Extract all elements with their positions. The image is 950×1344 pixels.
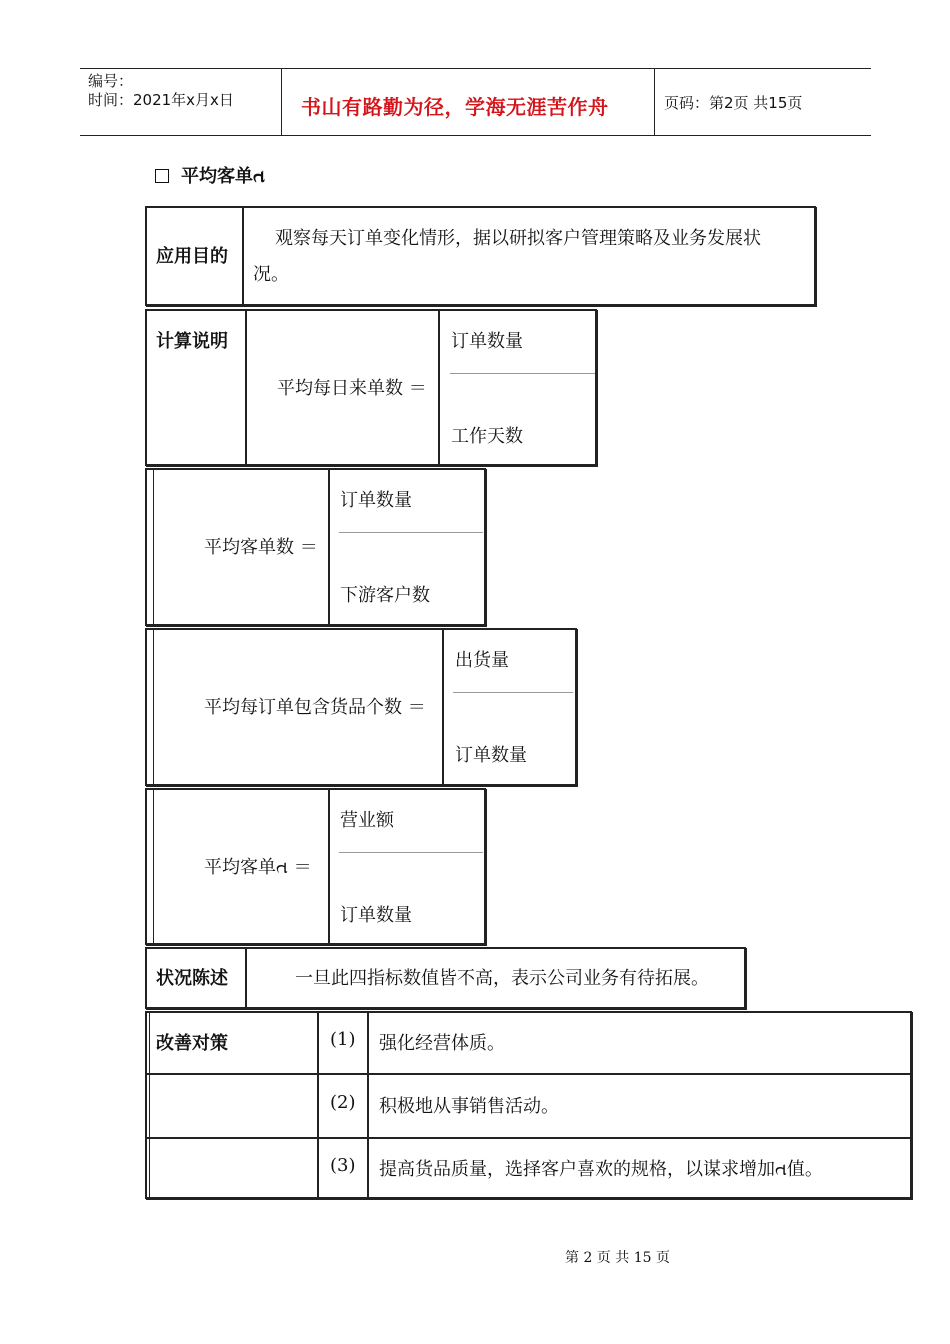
- footer-page-number: 第 2 页 共 15 页: [565, 1250, 670, 1266]
- calc-label: 计算说明: [156, 331, 228, 352]
- formula-2-inner-left-rule: [153, 470, 154, 624]
- measure-2-num: (2): [330, 1092, 356, 1113]
- header-divider-right: [654, 68, 655, 135]
- formula-box-1: [145, 309, 597, 466]
- formula-4-fraction-divider: [328, 790, 330, 943]
- page-number-label: 页码：第2页 共15页: [664, 94, 803, 112]
- formula-4-inner-left-rule: [153, 790, 154, 943]
- section-title: [155, 162, 265, 188]
- purpose-label: 应用目的: [156, 246, 228, 267]
- formula-3-denominator: 订单数量: [455, 745, 527, 766]
- formula-4-denominator: 订单数量: [340, 905, 412, 926]
- header-bottom-rule: [80, 135, 871, 136]
- header-top-rule: [80, 68, 871, 69]
- formula-1-lhs: 平均每日来单数 ＝: [277, 378, 427, 399]
- formula-1-numerator: 订单数量: [451, 331, 523, 352]
- measure-1-num: (1): [330, 1029, 356, 1050]
- purpose-text-line2: 况。: [253, 264, 289, 285]
- measure-3-text: 提高货品质量，选择客户喜欢的规格，以谋求增加ત值。: [379, 1159, 823, 1180]
- formula-3-fraction-bar: [453, 692, 573, 693]
- purpose-box: [145, 206, 816, 306]
- serial-label: 编号：: [88, 72, 134, 90]
- measure-1-text: 强化经营体质。: [379, 1033, 505, 1054]
- status-label: 状况陈述: [156, 968, 228, 989]
- section-title-text: 平均客单ત: [181, 166, 265, 187]
- header-divider-left: [281, 68, 282, 135]
- formula-1-denominator: 工作天数: [451, 426, 523, 447]
- formula-3-fraction-divider: [442, 630, 444, 784]
- status-box: [145, 947, 746, 1009]
- purpose-divider: [242, 208, 244, 304]
- status-text: 一旦此四指标数值皆不高，表示公司业务有待拓展。: [295, 968, 709, 989]
- checkbox-square-icon: [155, 169, 169, 183]
- measures-row-divider-1: [147, 1073, 910, 1075]
- formula-4-fraction-bar: [339, 852, 483, 853]
- measures-label: 改善对策: [156, 1033, 228, 1054]
- formula-1-fraction-divider: [438, 311, 440, 464]
- formula-4-lhs: 平均客单ત ＝: [204, 857, 312, 878]
- formula-2-fraction-divider: [328, 470, 330, 624]
- measures-inner-left-rule: [149, 1013, 150, 1197]
- formula-3-inner-left-rule: [153, 630, 154, 784]
- formula-2-numerator: 订单数量: [340, 490, 412, 511]
- header-motto: 书山有路勤为径，学海无涯苦作舟: [301, 95, 609, 119]
- formula-box-3: [145, 628, 577, 786]
- formula-2-lhs: 平均客单数 ＝: [204, 537, 318, 558]
- date-label: 时间：2021年x月x日: [88, 91, 234, 109]
- measures-num-divider: [367, 1013, 369, 1197]
- formula-4-numerator: 营业额: [340, 810, 394, 831]
- status-divider: [245, 949, 247, 1007]
- formula-1-label-divider: [245, 311, 247, 464]
- formula-3-numerator: 出货量: [455, 650, 509, 671]
- formula-box-4: [145, 788, 486, 945]
- measures-table: [145, 1011, 912, 1199]
- formula-2-fraction-bar: [339, 532, 483, 533]
- measures-label-divider: [317, 1013, 319, 1197]
- measure-3-num: (3): [330, 1155, 356, 1176]
- formula-1-fraction-bar: [450, 373, 595, 374]
- purpose-text-line1: 观察每天订单变化情形，据以研拟客户管理策略及业务发展状: [275, 228, 761, 249]
- formula-2-denominator: 下游客户数: [340, 585, 430, 606]
- measure-2-text: 积极地从事销售活动。: [379, 1096, 559, 1117]
- formula-3-lhs: 平均每订单包含货品个数 ＝: [204, 697, 426, 718]
- formula-box-2: [145, 468, 486, 626]
- measures-row-divider-2: [147, 1137, 910, 1139]
